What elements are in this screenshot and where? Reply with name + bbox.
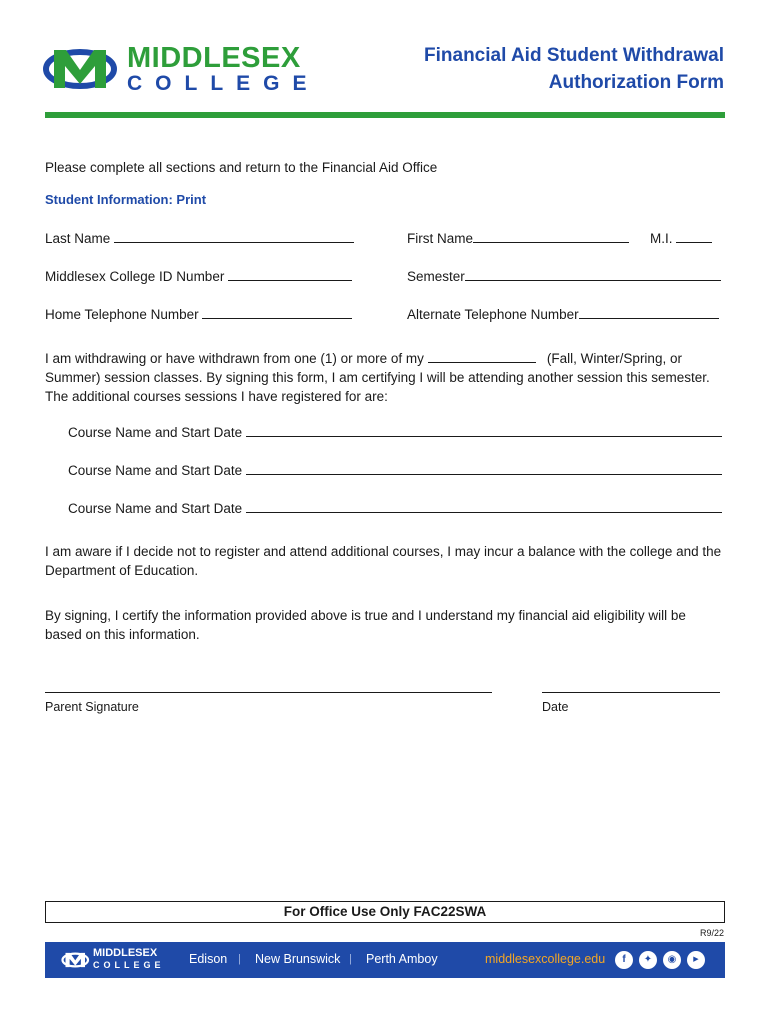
course-line-1[interactable] [246,422,722,437]
logo-college-text: COLLEGE [127,72,320,95]
youtube-icon[interactable]: ▶ [687,951,705,969]
logo-middlesex-text: MIDDLESEX [127,42,301,74]
facebook-icon[interactable]: f [615,951,633,969]
last-name-line[interactable] [114,228,354,243]
footer-logo-mark [61,949,91,971]
date-line[interactable] [542,692,720,693]
revision-code: R9/22 [699,928,724,938]
form-title: Financial Aid Student Withdrawal Authorization Form [424,45,724,93]
date-label: Date [542,700,569,714]
course-field-3[interactable]: Course Name and Start Date [68,498,722,518]
alt-phone-field[interactable]: Alternate Telephone Number [407,304,719,324]
course-field-2[interactable]: Course Name and Start Date [68,460,722,480]
footer-website-link[interactable]: middlesexcollege.edu [485,952,606,966]
last-name-field[interactable]: Last Name [45,228,354,248]
intro-text: Please complete all sections and return to the Financial Aid Office [45,160,438,175]
withdraw-statement: I am withdrawing or have withdrawn from one (1) or more of my (Fall, Winter/Spring, or Summer) session classes. By signing this form, I am certifying I will be attending another session this semester. The additional courses sessions I have registered for are: [45,348,725,406]
footer-logo-middlesex: MIDDLESEX [93,947,158,959]
semester-field[interactable]: Semester [407,266,721,286]
parent-signature-line[interactable] [45,692,492,693]
semester-line[interactable] [465,266,721,281]
mi-field[interactable]: M.I. [650,228,712,248]
header-divider [45,112,725,118]
mi-line[interactable] [676,228,712,243]
college-id-line[interactable] [228,266,352,281]
course-field-1[interactable]: Course Name and Start Date [68,422,722,442]
instagram-icon[interactable]: ◉ [663,951,681,969]
first-name-line[interactable] [473,228,629,243]
college-id-field[interactable]: Middlesex College ID Number [45,266,352,286]
footer-separator: | [238,953,241,965]
parent-signature-label: Parent Signature [45,700,139,714]
college-logo-mark [42,44,122,94]
student-section-heading: Student Information: Print [45,192,207,207]
certification-text: By signing, I certify the information provided above is true and I understand my financial aid eligibility will be based on this information. [45,608,686,642]
awareness-text: I am aware if I decide not to register and attend additional courses, I may incur a balance with the college and the Department of Education. [45,544,722,578]
course-line-3[interactable] [246,498,722,513]
session-blank-line[interactable] [428,348,536,363]
twitter-icon[interactable]: ✦ [639,951,657,969]
home-phone-field[interactable]: Home Telephone Number [45,304,352,324]
office-use-box: For Office Use Only FAC22SWA [45,901,725,923]
footer-logo-college: COLLEGE [93,960,165,970]
footer-bar [45,942,725,978]
footer-campus-edison[interactable]: Edison [189,952,228,966]
footer-campus-new-brunswick[interactable]: New Brunswick [255,952,341,966]
course-line-2[interactable] [246,460,722,475]
home-phone-line[interactable] [202,304,352,319]
footer-separator: | [349,953,352,965]
alt-phone-line[interactable] [579,304,719,319]
first-name-field[interactable]: First Name [407,228,629,248]
footer-campus-perth-amboy[interactable]: Perth Amboy [366,952,438,966]
